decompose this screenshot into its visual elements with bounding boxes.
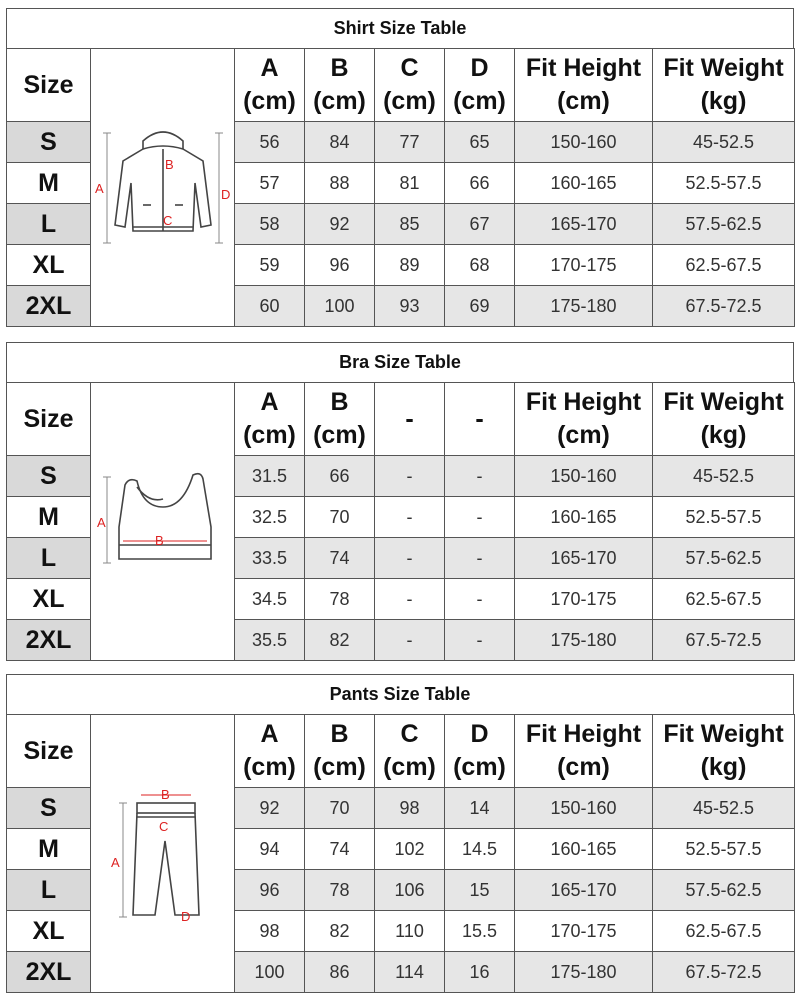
table-cell: 175-180 — [515, 952, 653, 993]
diagram-label-b: B — [164, 156, 174, 172]
table-cell: - — [445, 620, 515, 661]
table-cell: 165-170 — [515, 204, 653, 245]
table-cell: 100 — [235, 952, 305, 993]
table-cell: 92 — [235, 788, 305, 829]
table-cell: 82 — [305, 911, 375, 952]
header-text: (cm) — [453, 753, 506, 781]
table-cell: 84 — [305, 122, 375, 163]
size-cell: L — [7, 870, 91, 911]
col-b-header — [305, 49, 375, 122]
fit-height-header — [515, 715, 653, 788]
table-cell: 102 — [375, 829, 445, 870]
col-c-header: - — [375, 383, 445, 456]
table-cell: 52.5-57.5 — [653, 163, 795, 204]
size-header: Size — [7, 49, 91, 122]
table-cell: 16 — [445, 952, 515, 993]
size-cell: XL — [7, 245, 91, 286]
diagram-label-b: B — [154, 532, 164, 548]
table-cell: 81 — [375, 163, 445, 204]
table-cell: 67 — [445, 204, 515, 245]
diagram-label-c: C — [158, 818, 168, 834]
fit-weight-header — [653, 383, 795, 456]
header-text: (kg) — [700, 87, 747, 115]
table-cell: 150-160 — [515, 788, 653, 829]
col-a-header — [235, 715, 305, 788]
header-text: Fit Height — [525, 720, 642, 748]
pants-table-title: Pants Size Table — [6, 674, 794, 714]
header-text: (cm) — [557, 753, 610, 781]
header-text: (cm) — [313, 421, 366, 449]
table-cell: 67.5-72.5 — [653, 952, 795, 993]
table-cell: 52.5-57.5 — [653, 497, 795, 538]
header-text: (cm) — [557, 87, 610, 115]
pants-icon — [93, 779, 233, 929]
header-text: (cm) — [243, 87, 296, 115]
col-a-header — [235, 383, 305, 456]
table-cell: - — [445, 538, 515, 579]
table-cell: 33.5 — [235, 538, 305, 579]
pants-size-block — [6, 674, 794, 993]
table-cell: 52.5-57.5 — [653, 829, 795, 870]
header-text: A — [260, 54, 279, 82]
table-cell: 62.5-67.5 — [653, 911, 795, 952]
table-cell: 170-175 — [515, 911, 653, 952]
table-cell: - — [445, 497, 515, 538]
col-d-header: - — [445, 383, 515, 456]
table-cell: 86 — [305, 952, 375, 993]
shirt-table-title: Shirt Size Table — [6, 8, 794, 48]
col-c-header — [375, 49, 445, 122]
header-text: Fit Weight — [663, 388, 784, 416]
header-text: (cm) — [243, 753, 296, 781]
bra-size-block — [6, 342, 794, 661]
table-cell: 77 — [375, 122, 445, 163]
table-cell: 96 — [235, 870, 305, 911]
table-cell: 45-52.5 — [653, 122, 795, 163]
header-text: D — [470, 54, 489, 82]
table-cell: 78 — [305, 579, 375, 620]
table-cell: 170-175 — [515, 579, 653, 620]
shirt-size-block — [6, 8, 794, 327]
table-cell: 66 — [305, 456, 375, 497]
table-cell: 68 — [445, 245, 515, 286]
table-cell: 165-170 — [515, 538, 653, 579]
table-cell: 57.5-62.5 — [653, 870, 795, 911]
diagram-label-b: B — [160, 786, 170, 802]
header-text: B — [330, 54, 349, 82]
table-cell: 89 — [375, 245, 445, 286]
diagram-label-c: C — [162, 212, 172, 228]
table-cell: 96 — [305, 245, 375, 286]
header-text: Fit Weight — [663, 54, 784, 82]
fit-weight-header — [653, 715, 795, 788]
header-text: (cm) — [383, 753, 436, 781]
header-text: C — [400, 720, 419, 748]
table-cell: 66 — [445, 163, 515, 204]
size-cell: L — [7, 538, 91, 579]
table-cell: 100 — [305, 286, 375, 327]
table-cell: 14 — [445, 788, 515, 829]
pants-size-table — [6, 714, 795, 993]
size-cell: S — [7, 788, 91, 829]
header-text: (cm) — [243, 421, 296, 449]
jacket-icon — [93, 113, 233, 263]
header-text: (cm) — [557, 421, 610, 449]
size-cell: 2XL — [7, 620, 91, 661]
table-cell: 160-165 — [515, 497, 653, 538]
table-cell: 34.5 — [235, 579, 305, 620]
diagram-label-a: A — [110, 854, 120, 870]
col-d-header — [445, 49, 515, 122]
header-text: A — [260, 388, 279, 416]
header-text: Fit Weight — [663, 720, 784, 748]
bra-table-title: Bra Size Table — [6, 342, 794, 382]
table-cell: - — [445, 579, 515, 620]
header-text: C — [400, 54, 419, 82]
table-cell: 62.5-67.5 — [653, 579, 795, 620]
table-cell: - — [375, 620, 445, 661]
table-cell: 150-160 — [515, 122, 653, 163]
table-cell: 59 — [235, 245, 305, 286]
bra-diagram — [91, 383, 235, 661]
table-cell: 98 — [235, 911, 305, 952]
table-cell: 114 — [375, 952, 445, 993]
table-cell: 74 — [305, 538, 375, 579]
table-cell: 175-180 — [515, 286, 653, 327]
table-cell: 106 — [375, 870, 445, 911]
size-cell: S — [7, 122, 91, 163]
table-cell: 45-52.5 — [653, 788, 795, 829]
shirt-diagram — [91, 49, 235, 327]
size-cell: 2XL — [7, 952, 91, 993]
fit-height-header — [515, 383, 653, 456]
size-cell: XL — [7, 911, 91, 952]
header-text: (cm) — [313, 753, 366, 781]
col-d-header — [445, 715, 515, 788]
col-c-header — [375, 715, 445, 788]
size-cell: 2XL — [7, 286, 91, 327]
header-text: Fit Height — [525, 388, 642, 416]
size-cell: S — [7, 456, 91, 497]
table-cell: 15 — [445, 870, 515, 911]
col-a-header — [235, 49, 305, 122]
header-text: B — [330, 720, 349, 748]
table-cell: 45-52.5 — [653, 456, 795, 497]
pants-diagram — [91, 715, 235, 993]
diagram-label-d: D — [180, 908, 190, 924]
table-cell: 92 — [305, 204, 375, 245]
table-cell: - — [375, 456, 445, 497]
table-cell: - — [375, 497, 445, 538]
table-cell: 85 — [375, 204, 445, 245]
size-header: Size — [7, 383, 91, 456]
table-cell: 67.5-72.5 — [653, 620, 795, 661]
table-cell: 175-180 — [515, 620, 653, 661]
diagram-label-a: A — [94, 180, 104, 196]
size-cell: M — [7, 163, 91, 204]
size-header: Size — [7, 715, 91, 788]
table-cell: 56 — [235, 122, 305, 163]
header-text: B — [330, 388, 349, 416]
table-cell: 170-175 — [515, 245, 653, 286]
table-cell: 32.5 — [235, 497, 305, 538]
table-cell: 31.5 — [235, 456, 305, 497]
col-b-header — [305, 383, 375, 456]
table-cell: 67.5-72.5 — [653, 286, 795, 327]
table-cell: - — [375, 538, 445, 579]
sports-bra-icon — [93, 447, 233, 597]
size-cell: M — [7, 497, 91, 538]
header-text: D — [470, 720, 489, 748]
header-text: (cm) — [453, 87, 506, 115]
size-cell: L — [7, 204, 91, 245]
table-cell: 57.5-62.5 — [653, 204, 795, 245]
header-text: (kg) — [700, 421, 747, 449]
table-cell: 150-160 — [515, 456, 653, 497]
table-cell: 70 — [305, 497, 375, 538]
table-cell: 110 — [375, 911, 445, 952]
table-cell: 160-165 — [515, 829, 653, 870]
header-text: (kg) — [700, 753, 747, 781]
size-cell: M — [7, 829, 91, 870]
diagram-label-a: A — [96, 514, 106, 530]
table-cell: 88 — [305, 163, 375, 204]
diagram-label-d: D — [220, 186, 230, 202]
shirt-size-table — [6, 48, 795, 327]
bra-size-table — [6, 382, 795, 661]
table-cell: 94 — [235, 829, 305, 870]
col-b-header — [305, 715, 375, 788]
table-cell: 98 — [375, 788, 445, 829]
table-cell: 160-165 — [515, 163, 653, 204]
table-cell: 58 — [235, 204, 305, 245]
header-text: Fit Height — [525, 54, 642, 82]
table-cell: 93 — [375, 286, 445, 327]
table-cell: 70 — [305, 788, 375, 829]
table-cell: 35.5 — [235, 620, 305, 661]
header-text: A — [260, 720, 279, 748]
table-cell: 62.5-67.5 — [653, 245, 795, 286]
table-cell: 74 — [305, 829, 375, 870]
table-cell: 65 — [445, 122, 515, 163]
header-text: (cm) — [383, 87, 436, 115]
fit-weight-header — [653, 49, 795, 122]
table-cell: 57 — [235, 163, 305, 204]
table-cell: 14.5 — [445, 829, 515, 870]
table-cell: - — [445, 456, 515, 497]
size-cell: XL — [7, 579, 91, 620]
table-cell: 82 — [305, 620, 375, 661]
table-cell: - — [375, 579, 445, 620]
table-cell: 165-170 — [515, 870, 653, 911]
fit-height-header — [515, 49, 653, 122]
table-cell: 69 — [445, 286, 515, 327]
table-cell: 78 — [305, 870, 375, 911]
header-text: (cm) — [313, 87, 366, 115]
table-cell: 60 — [235, 286, 305, 327]
table-cell: 57.5-62.5 — [653, 538, 795, 579]
table-cell: 15.5 — [445, 911, 515, 952]
